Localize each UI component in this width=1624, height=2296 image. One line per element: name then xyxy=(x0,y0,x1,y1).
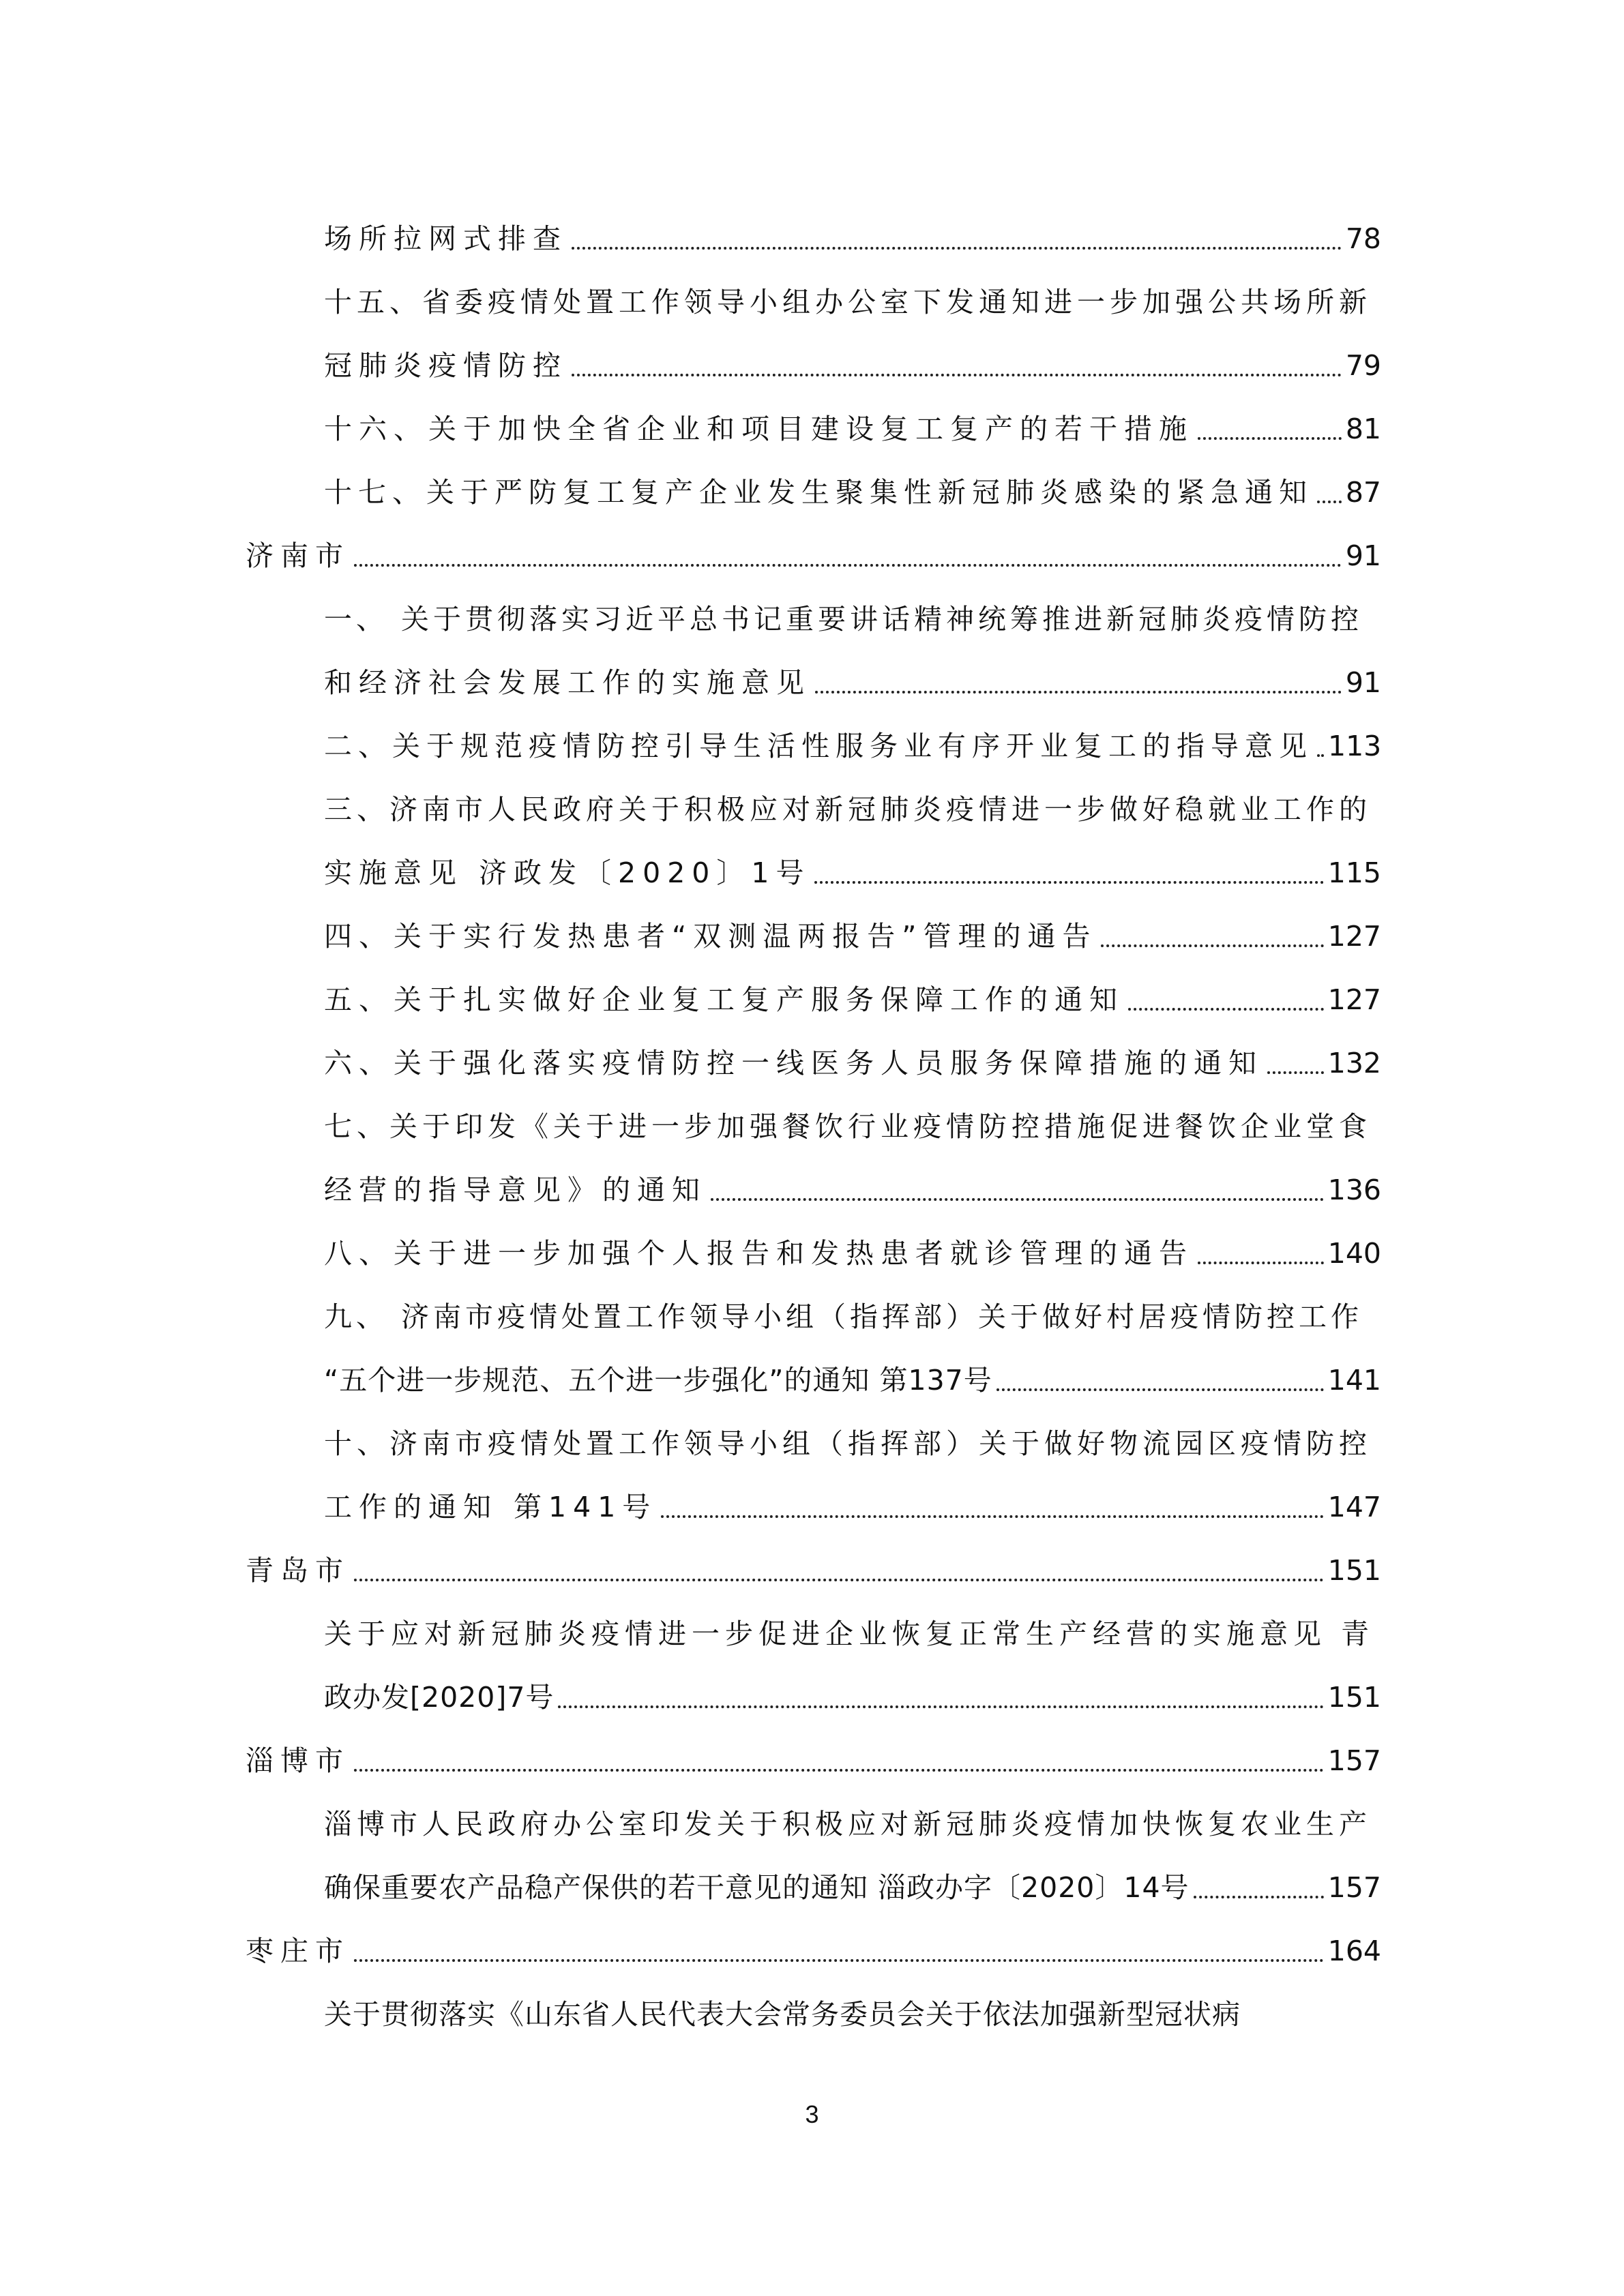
toc-entry xyxy=(324,1781,1381,1845)
dot-leader xyxy=(1317,754,1324,757)
toc-entry xyxy=(324,1020,1381,1084)
toc-entry-title: 七、关于印发《关于进一步加强餐饮行业疫情防控措施促进餐饮企业堂食 xyxy=(324,1110,1372,1143)
dot-leader xyxy=(1101,944,1323,947)
toc-entry-title: 十五、省委疫情处置工作领导小组办公室下发通知进一步加强公共场所新 xyxy=(324,286,1372,318)
toc-entry xyxy=(324,1084,1381,1147)
toc-section-title: 济南市 xyxy=(246,539,350,572)
dot-leader xyxy=(815,691,1342,694)
toc-entry xyxy=(324,640,1381,703)
toc-section-title: 青岛市 xyxy=(246,1554,350,1587)
toc-entry xyxy=(324,386,1381,449)
toc-entry xyxy=(324,1591,1381,1654)
toc-entry-title: 淄博市人民政府办公室印发关于积极应对新冠肺炎疫情加快恢复农业生产 xyxy=(324,1808,1372,1840)
toc-entry-page: 91 xyxy=(1345,666,1381,699)
toc-section-title: 枣庄市 xyxy=(246,1935,350,1967)
toc-entry xyxy=(324,1464,1381,1527)
toc-section xyxy=(246,513,1381,576)
toc-entry-title: 实施意见 济政发〔2020〕1号 xyxy=(324,856,811,889)
toc-entry-title: 四、关于实行发热患者“双测温两报告”管理的通告 xyxy=(324,920,1097,953)
toc-entry xyxy=(324,196,1381,259)
toc-entry-page: 115 xyxy=(1327,856,1381,889)
toc-entry-page: 127 xyxy=(1327,983,1381,1016)
toc-entry-title: 政办发[2020]7号 xyxy=(324,1681,555,1714)
toc-entry-title: 九、 济南市疫情处置工作领导小组（指挥部）关于做好村居疫情防控工作 xyxy=(324,1300,1363,1333)
toc-section xyxy=(246,1527,1381,1591)
toc-entry-page: 78 xyxy=(1345,222,1381,255)
dot-leader xyxy=(354,1579,1324,1581)
toc-entry-title: 三、济南市人民政府关于积极应对新冠肺炎疫情进一步做好稳就业工作的 xyxy=(324,793,1372,826)
toc-section-page: 164 xyxy=(1327,1935,1381,1967)
toc-section xyxy=(246,1908,1381,1971)
toc-entry xyxy=(324,1401,1381,1464)
toc-section-title: 淄博市 xyxy=(246,1744,350,1777)
dot-leader xyxy=(661,1515,1323,1518)
toc-entry-page: 157 xyxy=(1327,1871,1381,1904)
dot-leader xyxy=(354,1959,1324,1962)
page-number: 3 xyxy=(805,2100,819,2128)
dot-leader xyxy=(996,1388,1324,1391)
toc-entry-page: 136 xyxy=(1327,1174,1381,1206)
toc-entry-title: 和经济社会发展工作的实施意见 xyxy=(324,666,811,699)
toc-entry-page: 140 xyxy=(1327,1237,1381,1270)
toc-entry-page: 79 xyxy=(1345,349,1381,382)
toc-entry xyxy=(324,1337,1381,1401)
toc-entry-title: 八、关于进一步加强个人报告和发热患者就诊管理的通告 xyxy=(324,1237,1194,1270)
dot-leader xyxy=(354,1769,1324,1772)
toc-entry-title: “五个进一步规范、五个进一步强化”的通知 第137号 xyxy=(324,1364,992,1397)
dot-leader xyxy=(354,564,1342,567)
toc-section xyxy=(246,1718,1381,1781)
toc-entry-page: 127 xyxy=(1327,920,1381,953)
toc-section-page: 91 xyxy=(1345,539,1381,572)
toc-section-page: 157 xyxy=(1327,1744,1381,1777)
toc-entry xyxy=(324,576,1381,640)
dot-leader xyxy=(572,374,1342,376)
toc-entry-title: 一、 关于贯彻落实习近平总书记重要讲话精神统筹推进新冠肺炎疫情防控 xyxy=(324,603,1363,636)
toc-entry-page: 147 xyxy=(1327,1491,1381,1523)
toc-entry-title: 关于贯彻落实《山东省人民代表大会常务委员会关于依法加强新型冠状病 xyxy=(324,1998,1241,2031)
toc-section-page: 151 xyxy=(1327,1554,1381,1587)
dot-leader xyxy=(1198,1262,1324,1264)
toc-entry-title: 冠肺炎疫情防控 xyxy=(324,349,567,382)
toc-entry xyxy=(324,703,1381,766)
toc-entry-title: 六、关于强化落实疫情防控一线医务人员服务保障措施的通知 xyxy=(324,1047,1263,1079)
toc-entry-page: 87 xyxy=(1345,476,1381,509)
toc-entry xyxy=(324,957,1381,1020)
toc-entry-page: 81 xyxy=(1345,413,1381,445)
toc-entry-page: 141 xyxy=(1327,1364,1381,1397)
dot-leader xyxy=(1267,1071,1324,1074)
dot-leader xyxy=(1128,1008,1324,1011)
toc-entry xyxy=(324,1274,1381,1337)
toc-entry-title: 十、济南市疫情处置工作领导小组（指挥部）关于做好物流园区疫情防控 xyxy=(324,1427,1372,1460)
dot-leader xyxy=(711,1198,1324,1201)
dot-leader xyxy=(572,247,1342,250)
dot-leader xyxy=(814,881,1323,884)
toc-entry xyxy=(324,893,1381,957)
toc-entry xyxy=(324,259,1381,323)
toc-entry xyxy=(324,1210,1381,1274)
toc-entry xyxy=(324,1147,1381,1210)
toc-entry-title: 经营的指导意见》的通知 xyxy=(324,1174,707,1206)
toc-entry xyxy=(324,1654,1381,1718)
toc-entry-title: 确保重要农产品稳产保供的若干意见的通知 淄政办字〔2020〕14号 xyxy=(324,1871,1190,1904)
dot-leader xyxy=(1198,437,1342,440)
toc-entry-title: 五、关于扎实做好企业复工复产服务保障工作的通知 xyxy=(324,983,1124,1016)
toc-entry-page: 113 xyxy=(1328,730,1382,762)
toc-entry xyxy=(324,766,1381,830)
toc-entry-title: 十六、关于加快全省企业和项目建设复工复产的若干措施 xyxy=(324,413,1194,445)
dot-leader xyxy=(1194,1896,1324,1898)
dot-leader xyxy=(1317,501,1342,503)
toc-entry xyxy=(324,1845,1381,1908)
toc-entry-title: 二、关于规范疫情防控引导生活性服务业有序开业复工的指导意见 xyxy=(324,730,1313,762)
toc-entry-title: 工作的通知 第141号 xyxy=(324,1491,658,1523)
toc-entry xyxy=(324,1971,1381,2035)
toc-entry-page: 151 xyxy=(1327,1681,1381,1714)
toc-entry xyxy=(324,830,1381,893)
toc-entry xyxy=(324,449,1381,513)
toc-entry-title: 关于应对新冠肺炎疫情进一步促进企业恢复正常生产经营的实施意见 青 xyxy=(324,1617,1375,1650)
toc-entry xyxy=(324,323,1381,386)
toc-entry-title: 场所拉网式排查 xyxy=(324,222,567,255)
dot-leader xyxy=(558,1705,1323,1708)
toc-entry-page: 132 xyxy=(1327,1047,1381,1079)
toc-entry-title: 十七、关于严防复工复产企业发生聚集性新冠肺炎感染的紧急通知 xyxy=(324,476,1313,509)
